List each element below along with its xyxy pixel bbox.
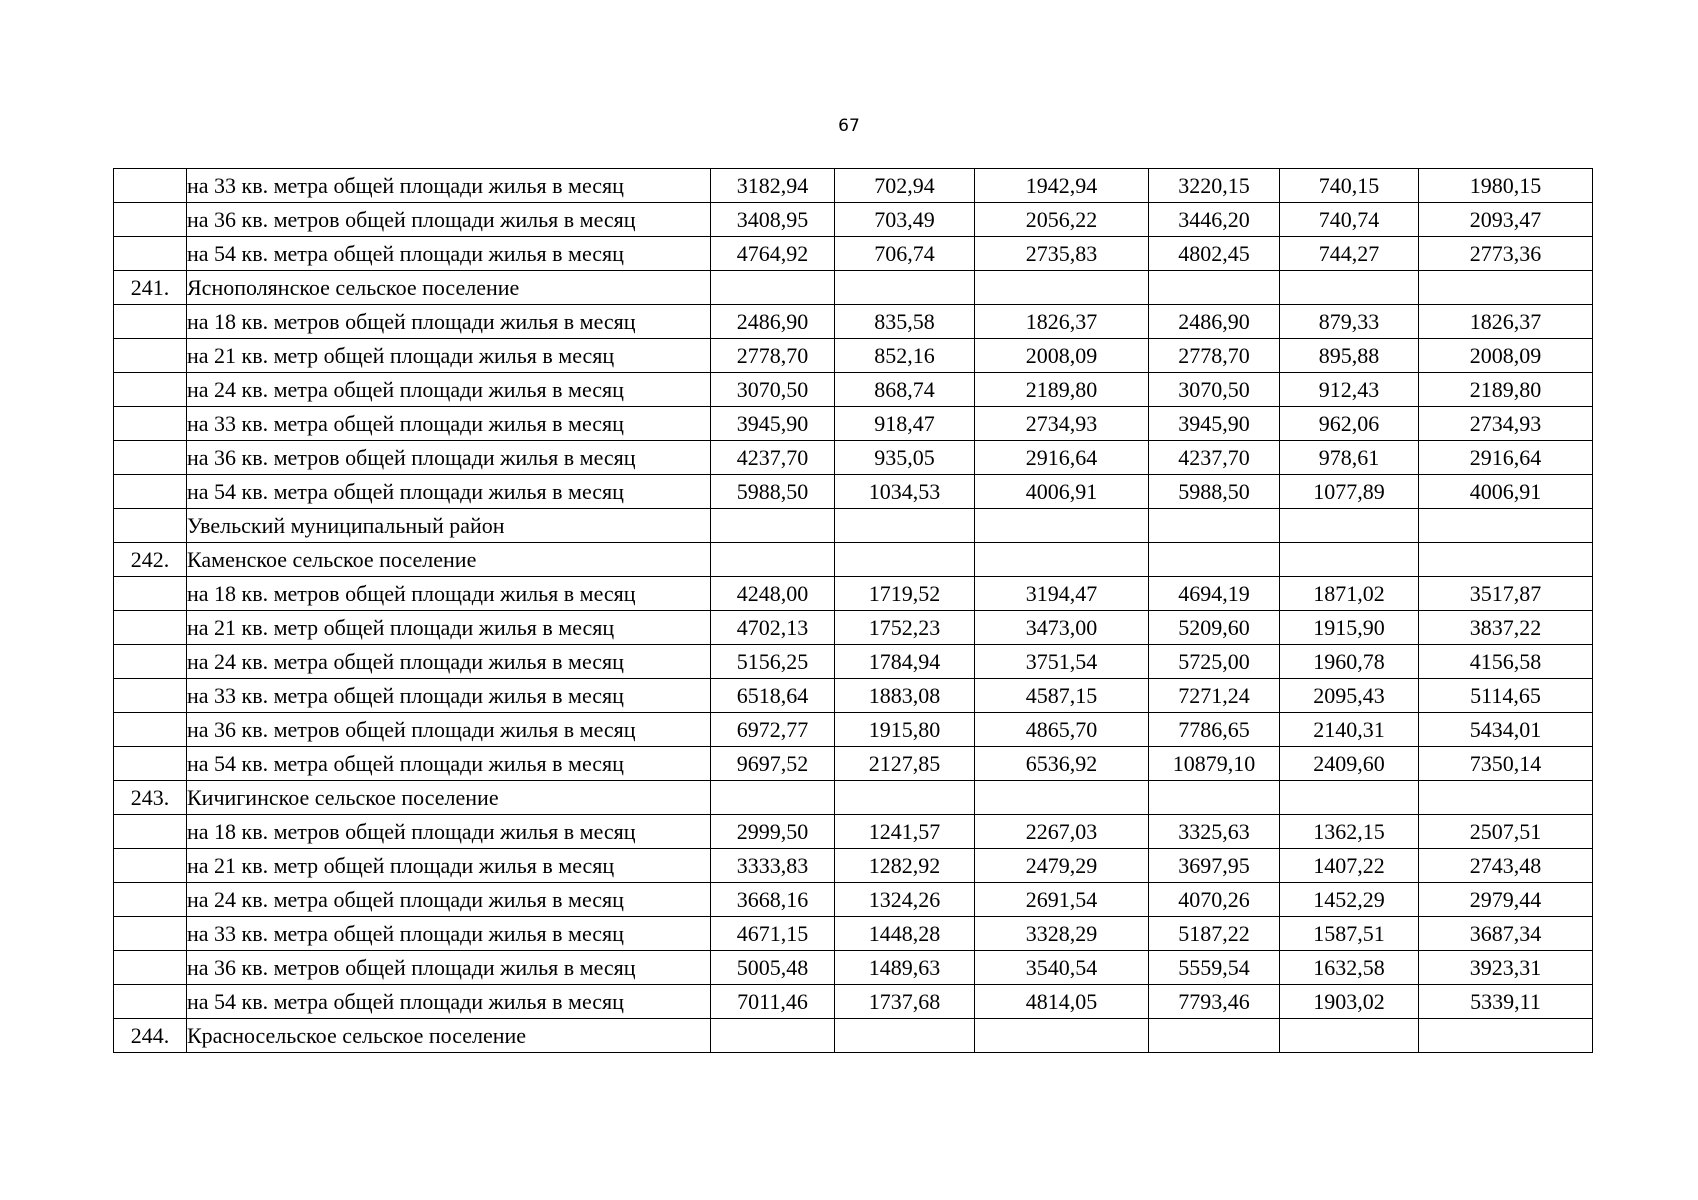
value-cell-col-3: 1942,94 (975, 169, 1149, 203)
value-cell-col-5: 895,88 (1280, 339, 1419, 373)
value-cell-col-6: 5434,01 (1419, 713, 1593, 747)
value-cell-col-4: 4802,45 (1149, 237, 1280, 271)
value-cell-col-6: 2916,64 (1419, 441, 1593, 475)
table-row (114, 475, 1593, 509)
table-row (114, 611, 1593, 645)
table-row (114, 951, 1593, 985)
value-cell-col-3: 3194,47 (975, 577, 1149, 611)
table-row (114, 407, 1593, 441)
value-cell-col-5: 978,61 (1280, 441, 1419, 475)
table-row (114, 645, 1593, 679)
value-cell-col-4: 5209,60 (1149, 611, 1280, 645)
value-cell-col-2: 2127,85 (835, 747, 975, 781)
value-cell-col-2: 706,74 (835, 237, 975, 271)
row-description-cell: на 36 кв. метров общей площади жилья в месяц (187, 713, 711, 747)
value-cell-col-4: 7786,65 (1149, 713, 1280, 747)
value-cell-col-2: 918,47 (835, 407, 975, 441)
table-row (114, 1019, 1593, 1053)
value-cell-col-5 (1280, 1019, 1419, 1053)
value-cell-col-3 (975, 509, 1149, 543)
value-cell-col-6: 4006,91 (1419, 475, 1593, 509)
value-cell-col-1: 2486,90 (711, 305, 835, 339)
value-cell-col-3: 2735,83 (975, 237, 1149, 271)
table-row (114, 339, 1593, 373)
value-cell-col-2: 1282,92 (835, 849, 975, 883)
row-number-cell (114, 815, 187, 849)
value-cell-col-3: 2691,54 (975, 883, 1149, 917)
value-cell-col-2 (835, 509, 975, 543)
value-cell-col-5: 744,27 (1280, 237, 1419, 271)
row-number-cell (114, 985, 187, 1019)
value-cell-col-6: 2189,80 (1419, 373, 1593, 407)
value-cell-col-3: 2267,03 (975, 815, 1149, 849)
value-cell-col-1: 4702,13 (711, 611, 835, 645)
value-cell-col-4: 5988,50 (1149, 475, 1280, 509)
row-number-cell (114, 169, 187, 203)
value-cell-col-2: 702,94 (835, 169, 975, 203)
value-cell-col-3: 3540,54 (975, 951, 1149, 985)
value-cell-col-5: 1903,02 (1280, 985, 1419, 1019)
value-cell-col-1: 4237,70 (711, 441, 835, 475)
value-cell-col-4 (1149, 543, 1280, 577)
value-cell-col-2 (835, 271, 975, 305)
value-cell-col-4: 4694,19 (1149, 577, 1280, 611)
value-cell-col-1: 4671,15 (711, 917, 835, 951)
table-row (114, 373, 1593, 407)
value-cell-col-3: 2189,80 (975, 373, 1149, 407)
value-cell-col-2: 1883,08 (835, 679, 975, 713)
value-cell-col-3: 1826,37 (975, 305, 1149, 339)
value-cell-col-6: 2507,51 (1419, 815, 1593, 849)
value-cell-col-4: 5559,54 (1149, 951, 1280, 985)
table-row (114, 747, 1593, 781)
value-cell-col-4 (1149, 271, 1280, 305)
value-cell-col-1: 5005,48 (711, 951, 835, 985)
row-description-cell: на 24 кв. метра общей площади жилья в месяц (187, 645, 711, 679)
value-cell-col-5: 1915,90 (1280, 611, 1419, 645)
value-cell-col-6: 7350,14 (1419, 747, 1593, 781)
value-cell-col-3: 2734,93 (975, 407, 1149, 441)
value-cell-col-1 (711, 543, 835, 577)
row-number-cell (114, 917, 187, 951)
table-row (114, 543, 1593, 577)
value-cell-col-5: 1587,51 (1280, 917, 1419, 951)
value-cell-col-4: 3697,95 (1149, 849, 1280, 883)
value-cell-col-5: 2140,31 (1280, 713, 1419, 747)
value-cell-col-4: 3220,15 (1149, 169, 1280, 203)
row-number-cell (114, 849, 187, 883)
value-cell-col-4: 2486,90 (1149, 305, 1280, 339)
value-cell-col-5: 879,33 (1280, 305, 1419, 339)
row-description-cell: на 36 кв. метров общей площади жилья в месяц (187, 951, 711, 985)
value-cell-col-5: 1960,78 (1280, 645, 1419, 679)
row-description-cell: на 21 кв. метр общей площади жилья в месяц (187, 339, 711, 373)
value-cell-col-6: 2773,36 (1419, 237, 1593, 271)
value-cell-col-3: 4814,05 (975, 985, 1149, 1019)
value-cell-col-3: 2008,09 (975, 339, 1149, 373)
row-description-cell: на 36 кв. метров общей площади жилья в месяц (187, 203, 711, 237)
value-cell-col-3: 3328,29 (975, 917, 1149, 951)
row-number-cell: 241. (114, 271, 187, 305)
table-row (114, 985, 1593, 1019)
row-description-cell: на 33 кв. метра общей площади жилья в месяц (187, 917, 711, 951)
value-cell-col-3: 2479,29 (975, 849, 1149, 883)
value-cell-col-2: 868,74 (835, 373, 975, 407)
value-cell-col-6 (1419, 509, 1593, 543)
value-cell-col-4: 7793,46 (1149, 985, 1280, 1019)
row-description-cell: на 18 кв. метров общей площади жилья в месяц (187, 815, 711, 849)
row-number-cell: 244. (114, 1019, 187, 1053)
value-cell-col-5: 740,15 (1280, 169, 1419, 203)
value-cell-col-6: 1980,15 (1419, 169, 1593, 203)
value-cell-col-6: 2093,47 (1419, 203, 1593, 237)
row-number-cell (114, 679, 187, 713)
tariff-table (113, 168, 1593, 1053)
table-row (114, 883, 1593, 917)
value-cell-col-6: 4156,58 (1419, 645, 1593, 679)
row-description-cell: на 33 кв. метра общей площади жилья в месяц (187, 169, 711, 203)
value-cell-col-1: 6972,77 (711, 713, 835, 747)
row-number-cell (114, 951, 187, 985)
value-cell-col-3: 3751,54 (975, 645, 1149, 679)
value-cell-col-6: 2734,93 (1419, 407, 1593, 441)
value-cell-col-1: 9697,52 (711, 747, 835, 781)
value-cell-col-5: 1407,22 (1280, 849, 1419, 883)
value-cell-col-6 (1419, 271, 1593, 305)
value-cell-col-6: 3517,87 (1419, 577, 1593, 611)
table-body (114, 169, 1593, 1053)
table-row (114, 305, 1593, 339)
value-cell-col-5: 1871,02 (1280, 577, 1419, 611)
value-cell-col-4: 3070,50 (1149, 373, 1280, 407)
row-number-cell: 242. (114, 543, 187, 577)
value-cell-col-1: 3945,90 (711, 407, 835, 441)
value-cell-col-4: 2778,70 (1149, 339, 1280, 373)
value-cell-col-5: 962,06 (1280, 407, 1419, 441)
value-cell-col-5 (1280, 271, 1419, 305)
value-cell-col-1: 3182,94 (711, 169, 835, 203)
value-cell-col-5: 2409,60 (1280, 747, 1419, 781)
value-cell-col-1 (711, 781, 835, 815)
row-description-cell: Яснополянское сельское поселение (187, 271, 711, 305)
row-description-cell: Кичигинское сельское поселение (187, 781, 711, 815)
row-description-cell: на 54 кв. метра общей площади жилья в месяц (187, 237, 711, 271)
value-cell-col-1: 3070,50 (711, 373, 835, 407)
value-cell-col-1 (711, 1019, 835, 1053)
value-cell-col-1: 3668,16 (711, 883, 835, 917)
value-cell-col-2: 1752,23 (835, 611, 975, 645)
value-cell-col-2: 852,16 (835, 339, 975, 373)
value-cell-col-3: 3473,00 (975, 611, 1149, 645)
value-cell-col-5: 1077,89 (1280, 475, 1419, 509)
row-number-cell: 243. (114, 781, 187, 815)
row-number-cell (114, 611, 187, 645)
value-cell-col-5: 740,74 (1280, 203, 1419, 237)
value-cell-col-6: 2743,48 (1419, 849, 1593, 883)
table-row (114, 577, 1593, 611)
table-row (114, 441, 1593, 475)
row-description-cell: на 36 кв. метров общей площади жилья в месяц (187, 441, 711, 475)
value-cell-col-6: 2008,09 (1419, 339, 1593, 373)
value-cell-col-3: 6536,92 (975, 747, 1149, 781)
value-cell-col-2: 1489,63 (835, 951, 975, 985)
row-description-cell: на 24 кв. метра общей площади жилья в месяц (187, 883, 711, 917)
value-cell-col-3: 4587,15 (975, 679, 1149, 713)
value-cell-col-2: 935,05 (835, 441, 975, 475)
value-cell-col-1 (711, 271, 835, 305)
value-cell-col-2: 1784,94 (835, 645, 975, 679)
value-cell-col-2: 1241,57 (835, 815, 975, 849)
value-cell-col-1: 2999,50 (711, 815, 835, 849)
value-cell-col-4: 4237,70 (1149, 441, 1280, 475)
row-number-cell (114, 475, 187, 509)
row-number-cell (114, 577, 187, 611)
value-cell-col-3: 2056,22 (975, 203, 1149, 237)
row-number-cell (114, 339, 187, 373)
page-number: 67 (838, 116, 860, 136)
row-number-cell (114, 305, 187, 339)
value-cell-col-3 (975, 1019, 1149, 1053)
table-row (114, 781, 1593, 815)
row-description-cell: на 18 кв. метров общей площади жилья в месяц (187, 577, 711, 611)
value-cell-col-4 (1149, 1019, 1280, 1053)
value-cell-col-4 (1149, 509, 1280, 543)
value-cell-col-5: 2095,43 (1280, 679, 1419, 713)
value-cell-col-6: 2979,44 (1419, 883, 1593, 917)
value-cell-col-2: 1034,53 (835, 475, 975, 509)
value-cell-col-4: 4070,26 (1149, 883, 1280, 917)
value-cell-col-1: 5988,50 (711, 475, 835, 509)
value-cell-col-5: 1452,29 (1280, 883, 1419, 917)
value-cell-col-6 (1419, 1019, 1593, 1053)
row-number-cell (114, 203, 187, 237)
value-cell-col-6: 5114,65 (1419, 679, 1593, 713)
value-cell-col-5: 1632,58 (1280, 951, 1419, 985)
table-row (114, 509, 1593, 543)
value-cell-col-4: 5725,00 (1149, 645, 1280, 679)
row-description-cell: Каменское сельское поселение (187, 543, 711, 577)
value-cell-col-6: 5339,11 (1419, 985, 1593, 1019)
value-cell-col-1: 3333,83 (711, 849, 835, 883)
value-cell-col-5 (1280, 543, 1419, 577)
value-cell-col-1: 2778,70 (711, 339, 835, 373)
value-cell-col-4: 5187,22 (1149, 917, 1280, 951)
value-cell-col-6 (1419, 781, 1593, 815)
value-cell-col-6 (1419, 543, 1593, 577)
value-cell-col-2: 1324,26 (835, 883, 975, 917)
value-cell-col-1: 7011,46 (711, 985, 835, 1019)
value-cell-col-2: 1915,80 (835, 713, 975, 747)
row-number-cell (114, 237, 187, 271)
value-cell-col-2 (835, 781, 975, 815)
table-row (114, 237, 1593, 271)
value-cell-col-4 (1149, 781, 1280, 815)
value-cell-col-2: 703,49 (835, 203, 975, 237)
value-cell-col-1: 6518,64 (711, 679, 835, 713)
value-cell-col-4: 10879,10 (1149, 747, 1280, 781)
row-number-cell (114, 407, 187, 441)
value-cell-col-4: 7271,24 (1149, 679, 1280, 713)
row-number-cell (114, 883, 187, 917)
value-cell-col-1 (711, 509, 835, 543)
row-number-cell (114, 373, 187, 407)
value-cell-col-1: 4764,92 (711, 237, 835, 271)
value-cell-col-6: 1826,37 (1419, 305, 1593, 339)
row-description-cell: на 21 кв. метр общей площади жилья в месяц (187, 611, 711, 645)
value-cell-col-4: 3325,63 (1149, 815, 1280, 849)
table-row (114, 713, 1593, 747)
value-cell-col-1: 3408,95 (711, 203, 835, 237)
row-number-cell (114, 747, 187, 781)
row-description-cell: на 33 кв. метра общей площади жилья в месяц (187, 679, 711, 713)
value-cell-col-3: 4006,91 (975, 475, 1149, 509)
table-row (114, 271, 1593, 305)
table-row (114, 169, 1593, 203)
table-row (114, 849, 1593, 883)
value-cell-col-5 (1280, 781, 1419, 815)
row-description-cell: на 54 кв. метра общей площади жилья в месяц (187, 475, 711, 509)
value-cell-col-3 (975, 271, 1149, 305)
row-number-cell (114, 441, 187, 475)
value-cell-col-2 (835, 543, 975, 577)
table-row (114, 203, 1593, 237)
value-cell-col-6: 3923,31 (1419, 951, 1593, 985)
row-description-cell: на 54 кв. метра общей площади жилья в месяц (187, 747, 711, 781)
row-description-cell: на 24 кв. метра общей площади жилья в месяц (187, 373, 711, 407)
value-cell-col-1: 4248,00 (711, 577, 835, 611)
value-cell-col-6: 3687,34 (1419, 917, 1593, 951)
value-cell-col-2 (835, 1019, 975, 1053)
row-number-cell (114, 509, 187, 543)
row-number-cell (114, 645, 187, 679)
value-cell-col-2: 1737,68 (835, 985, 975, 1019)
row-description-cell: Увельский муниципальный район (187, 509, 711, 543)
value-cell-col-3 (975, 543, 1149, 577)
value-cell-col-3: 2916,64 (975, 441, 1149, 475)
value-cell-col-6: 3837,22 (1419, 611, 1593, 645)
value-cell-col-5: 1362,15 (1280, 815, 1419, 849)
value-cell-col-1: 5156,25 (711, 645, 835, 679)
value-cell-col-3 (975, 781, 1149, 815)
table-row (114, 679, 1593, 713)
value-cell-col-5: 912,43 (1280, 373, 1419, 407)
row-description-cell: на 21 кв. метр общей площади жилья в месяц (187, 849, 711, 883)
row-description-cell: на 33 кв. метра общей площади жилья в месяц (187, 407, 711, 441)
row-description-cell: на 18 кв. метров общей площади жилья в месяц (187, 305, 711, 339)
value-cell-col-2: 1448,28 (835, 917, 975, 951)
row-description-cell: Красносельское сельское поселение (187, 1019, 711, 1053)
row-description-cell: на 54 кв. метра общей площади жилья в месяц (187, 985, 711, 1019)
value-cell-col-4: 3446,20 (1149, 203, 1280, 237)
table-row (114, 815, 1593, 849)
value-cell-col-2: 1719,52 (835, 577, 975, 611)
row-number-cell (114, 713, 187, 747)
table-row (114, 917, 1593, 951)
value-cell-col-3: 4865,70 (975, 713, 1149, 747)
value-cell-col-4: 3945,90 (1149, 407, 1280, 441)
value-cell-col-2: 835,58 (835, 305, 975, 339)
value-cell-col-5 (1280, 509, 1419, 543)
